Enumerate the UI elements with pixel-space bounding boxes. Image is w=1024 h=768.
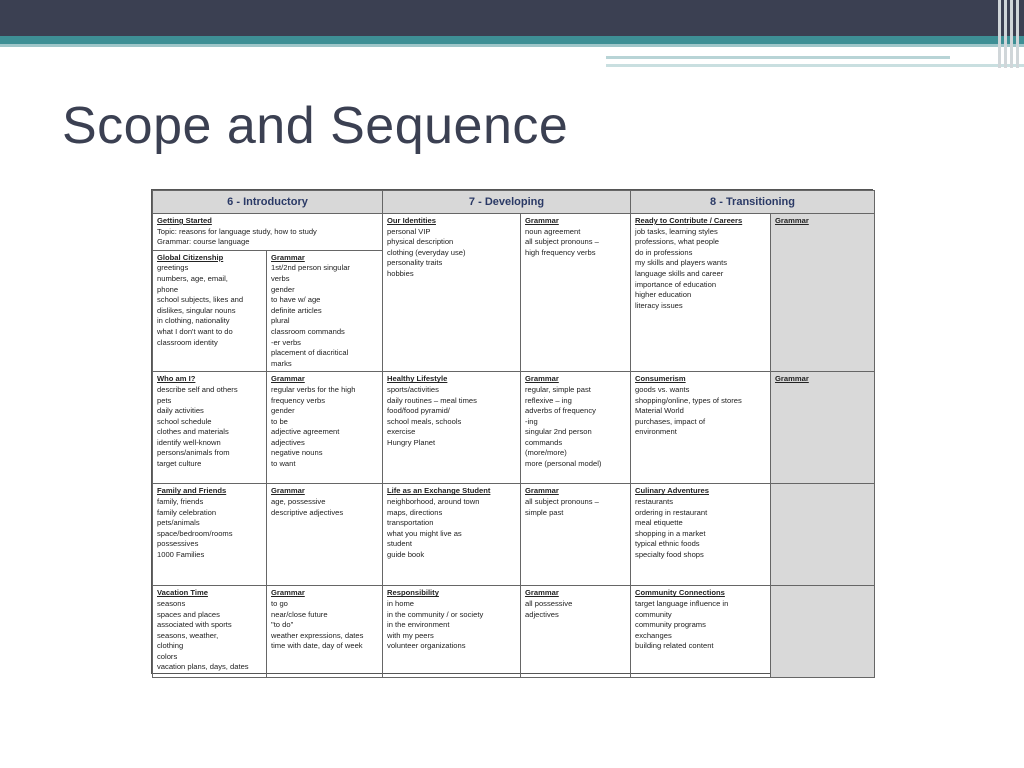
cell-line: neighborhood, around town bbox=[387, 496, 480, 506]
table-cell bbox=[521, 214, 631, 372]
cell-line: associated with sports bbox=[157, 620, 232, 630]
top-banner bbox=[0, 0, 1024, 36]
table-cell bbox=[631, 372, 771, 484]
cell-line: 1000 Families bbox=[157, 549, 205, 559]
cell-line: to be bbox=[271, 416, 288, 426]
cell-line: food/food pyramid/ bbox=[387, 406, 450, 416]
cell-line: what I don't want to do bbox=[157, 326, 233, 336]
cell-line: target language influence in bbox=[635, 598, 729, 608]
cell-line: singular 2nd person bbox=[525, 427, 592, 437]
cell-line: in the environment bbox=[387, 620, 450, 630]
cell-line: placement of diacritical bbox=[271, 348, 349, 358]
cell-line: dislikes, singular nouns bbox=[157, 305, 236, 315]
scope-sequence-table bbox=[151, 189, 873, 674]
cell-line: age, possessive bbox=[271, 496, 326, 506]
cell-line: colors bbox=[157, 651, 178, 661]
cell-heading: Global Citizenship bbox=[157, 252, 224, 262]
cell-line: persons/animals from bbox=[157, 448, 230, 458]
cell-heading: Healthy Lifestyle bbox=[387, 374, 448, 384]
table-cell bbox=[771, 586, 875, 678]
decor-line-1 bbox=[606, 56, 950, 59]
cell-line: restaurants bbox=[635, 496, 674, 506]
cell-line: environment bbox=[635, 427, 677, 437]
cell-heading: Grammar bbox=[525, 216, 559, 225]
cell-heading: Consumerism bbox=[635, 374, 686, 384]
cell-line: hobbies bbox=[387, 268, 414, 278]
cell-line: vacation plans, days, dates bbox=[157, 662, 249, 672]
cell-line: family celebration bbox=[157, 507, 217, 517]
cell-line: meal etiquette bbox=[635, 518, 683, 528]
cell-line: clothing bbox=[157, 641, 184, 651]
cell-line: clothes and materials bbox=[157, 427, 229, 437]
cell-line: job tasks, learning styles bbox=[635, 226, 718, 236]
table-cell bbox=[771, 214, 875, 372]
cell-heading: Grammar bbox=[271, 486, 305, 496]
cell-line: family, friends bbox=[157, 496, 204, 506]
table-cell bbox=[383, 484, 521, 586]
table-cell bbox=[153, 484, 267, 586]
cell-line: clothing (everyday use) bbox=[387, 247, 466, 257]
cell-line: describe self and others bbox=[157, 384, 238, 394]
cell-line: sports/activities bbox=[387, 384, 439, 394]
table-cell bbox=[153, 586, 267, 678]
cell-line: student bbox=[387, 539, 412, 549]
cell-line: school subjects, likes and bbox=[157, 295, 244, 305]
cell-heading: Grammar bbox=[775, 374, 809, 384]
cell-heading: Getting Started bbox=[157, 216, 212, 225]
cell-line: physical description bbox=[387, 237, 454, 247]
cell-line: noun agreement bbox=[525, 226, 581, 236]
cell-line: specialty food shops bbox=[635, 549, 704, 559]
cell-line: building related content bbox=[635, 641, 714, 651]
cell-line: all subject pronouns – bbox=[525, 496, 599, 506]
cell-line: maps, directions bbox=[387, 507, 443, 517]
cell-line: in clothing, nationality bbox=[157, 316, 230, 326]
cell-line: adjectives bbox=[271, 437, 305, 447]
cell-line: Grammar: course language bbox=[157, 237, 250, 247]
cell-line: plural bbox=[271, 316, 290, 326]
cell-line: phone bbox=[157, 284, 179, 294]
cell-heading: Grammar bbox=[525, 374, 559, 384]
cell-heading: Grammar bbox=[271, 588, 305, 598]
cell-line: high frequency verbs bbox=[525, 247, 596, 257]
cell-heading: Our Identities bbox=[387, 216, 436, 225]
cell-heading: Responsibility bbox=[387, 588, 439, 598]
cell-line: commands bbox=[525, 437, 563, 447]
table-row bbox=[153, 586, 875, 678]
cell-line: weather expressions, dates bbox=[271, 630, 364, 640]
cell-line: ordering in restaurant bbox=[635, 507, 708, 517]
cell-heading: Grammar bbox=[775, 216, 809, 225]
cell-line: Hungry Planet bbox=[387, 437, 436, 447]
cell-heading: Life as an Exchange Student bbox=[387, 486, 491, 496]
cell-line: daily routines – meal times bbox=[387, 395, 477, 405]
cell-line: to want bbox=[271, 459, 296, 469]
cell-line: frequency verbs bbox=[271, 395, 326, 405]
decor-line-2 bbox=[606, 64, 1024, 67]
cell-heading: Ready to Contribute / Careers bbox=[635, 216, 743, 225]
table-row bbox=[153, 372, 875, 484]
cell-line: near/close future bbox=[271, 609, 328, 619]
cell-line: (more/more) bbox=[525, 448, 567, 458]
table-cell bbox=[267, 586, 383, 678]
table-cell bbox=[267, 372, 383, 484]
teal-stripe bbox=[0, 36, 1024, 44]
slide-title: Scope and Sequence bbox=[62, 97, 569, 155]
cell-line: typical ethnic foods bbox=[635, 539, 700, 549]
cell-line: adjectives bbox=[525, 609, 559, 619]
table-cell bbox=[383, 586, 521, 678]
cell-heading: Grammar bbox=[525, 486, 559, 496]
cell-line: community bbox=[635, 609, 672, 619]
cell-line: all possessive bbox=[525, 598, 573, 608]
cell-line: identify well-known bbox=[157, 437, 221, 447]
cell-line: descriptive adjectives bbox=[271, 507, 344, 517]
cell-line: classroom identity bbox=[157, 337, 218, 347]
table-cell bbox=[153, 372, 267, 484]
cell-line: seasons, weather, bbox=[157, 630, 219, 640]
cell-line: guide book bbox=[387, 549, 425, 559]
table-cell bbox=[383, 214, 521, 372]
cell-line: simple past bbox=[525, 507, 564, 517]
cell-line: -er verbs bbox=[271, 337, 301, 347]
cell-line: community programs bbox=[635, 620, 706, 630]
table-cell bbox=[771, 484, 875, 586]
table-row bbox=[153, 214, 875, 372]
cell-line: transportation bbox=[387, 518, 434, 528]
cell-line: goods vs. wants bbox=[635, 384, 690, 394]
cell-line: numbers, age, email, bbox=[157, 273, 228, 283]
cell-line: regular verbs for the high bbox=[271, 384, 356, 394]
cell-line: what you might live as bbox=[387, 528, 462, 538]
cell-line: language skills and career bbox=[635, 268, 724, 278]
table-cell bbox=[383, 372, 521, 484]
cell-line: purchases, impact of bbox=[635, 416, 706, 426]
cell-line: to go bbox=[271, 598, 288, 608]
cell-line: verbs bbox=[271, 273, 290, 283]
cell-line: seasons bbox=[157, 598, 186, 608]
cell-line: more (personal model) bbox=[525, 459, 602, 469]
header-8-transitioning: 8 - Transitioning bbox=[631, 191, 875, 214]
cell-line: my skills and players wants bbox=[635, 258, 728, 268]
cell-line: gender bbox=[271, 406, 295, 416]
cell-line: in the community / or society bbox=[387, 609, 484, 619]
cell-line: exercise bbox=[387, 427, 416, 437]
cell-line: negative nouns bbox=[271, 448, 323, 458]
cell-heading: Who am I? bbox=[157, 374, 196, 384]
cell-line: possessives bbox=[157, 539, 199, 549]
table-cell bbox=[631, 586, 771, 678]
cell-line: shopping in a market bbox=[635, 528, 706, 538]
cell-line: adverbs of frequency bbox=[525, 406, 596, 416]
teal-thin-stripe bbox=[0, 44, 1024, 47]
cell-line: -ing bbox=[525, 416, 538, 426]
cell-line: with my peers bbox=[387, 630, 434, 640]
cell-line: gender bbox=[271, 284, 295, 294]
cell-heading: Grammar bbox=[271, 252, 305, 262]
cell-heading: Vacation Time bbox=[157, 588, 208, 598]
cell-line: space/bedroom/rooms bbox=[157, 528, 233, 538]
cell-line: professions, what people bbox=[635, 237, 720, 247]
cell-line: higher education bbox=[635, 290, 692, 300]
cell-line: shopping/online, types of stores bbox=[635, 395, 742, 405]
cell-line: importance of education bbox=[635, 279, 717, 289]
table-cell bbox=[267, 251, 382, 372]
cell-heading: Community Connections bbox=[635, 588, 725, 598]
cell-line: target culture bbox=[157, 459, 202, 469]
table-cell bbox=[521, 586, 631, 678]
cell-heading: Grammar bbox=[525, 588, 559, 598]
cell-line: school meals, schools bbox=[387, 416, 462, 426]
header-6-introductory: 6 - Introductory bbox=[153, 191, 383, 214]
cell-line: time with date, day of week bbox=[271, 641, 363, 651]
table-cell bbox=[267, 484, 383, 586]
cell-line: "to do" bbox=[271, 620, 294, 630]
cell-line: marks bbox=[271, 358, 292, 368]
cell-line: adjective agreement bbox=[271, 427, 340, 437]
cell-line: pets bbox=[157, 395, 172, 405]
cell-line: volunteer organizations bbox=[387, 641, 466, 651]
table-cell bbox=[153, 251, 267, 372]
cell-line: to have w/ age bbox=[271, 295, 321, 305]
cell-line: all subject pronouns – bbox=[525, 237, 599, 247]
cell-line: personality traits bbox=[387, 258, 443, 268]
cell-line: Material World bbox=[635, 406, 684, 416]
cell-line: in home bbox=[387, 598, 415, 608]
decor-vertical-stripes bbox=[994, 0, 1024, 68]
table-cell bbox=[631, 214, 771, 372]
cell-line: exchanges bbox=[635, 630, 672, 640]
cell-line: pets/animals bbox=[157, 518, 200, 528]
cell-line: personal VIP bbox=[387, 226, 431, 236]
table-cell bbox=[521, 372, 631, 484]
cell-line: classroom commands bbox=[271, 326, 345, 336]
cell-line: Topic: reasons for language study, how to study bbox=[157, 226, 317, 236]
cell-line: do in professions bbox=[635, 247, 693, 257]
cell-line: regular, simple past bbox=[525, 384, 591, 394]
table-row bbox=[153, 484, 875, 586]
cell-line: spaces and places bbox=[157, 609, 220, 619]
table-cell bbox=[521, 484, 631, 586]
cell-line: school schedule bbox=[157, 416, 212, 426]
cell-line: 1st/2nd person singular bbox=[271, 263, 350, 273]
cell-heading: Culinary Adventures bbox=[635, 486, 710, 496]
header-7-developing: 7 - Developing bbox=[383, 191, 631, 214]
cell-line: greetings bbox=[157, 263, 189, 273]
cell-line: definite articles bbox=[271, 305, 322, 315]
cell-heading: Family and Friends bbox=[157, 486, 227, 496]
cell-line: reflexive – ing bbox=[525, 395, 572, 405]
cell-line: daily activities bbox=[157, 406, 204, 416]
cell-line: literacy issues bbox=[635, 300, 683, 310]
table-cell bbox=[771, 372, 875, 484]
table-cell bbox=[631, 484, 771, 586]
cell-heading: Grammar bbox=[271, 374, 305, 384]
